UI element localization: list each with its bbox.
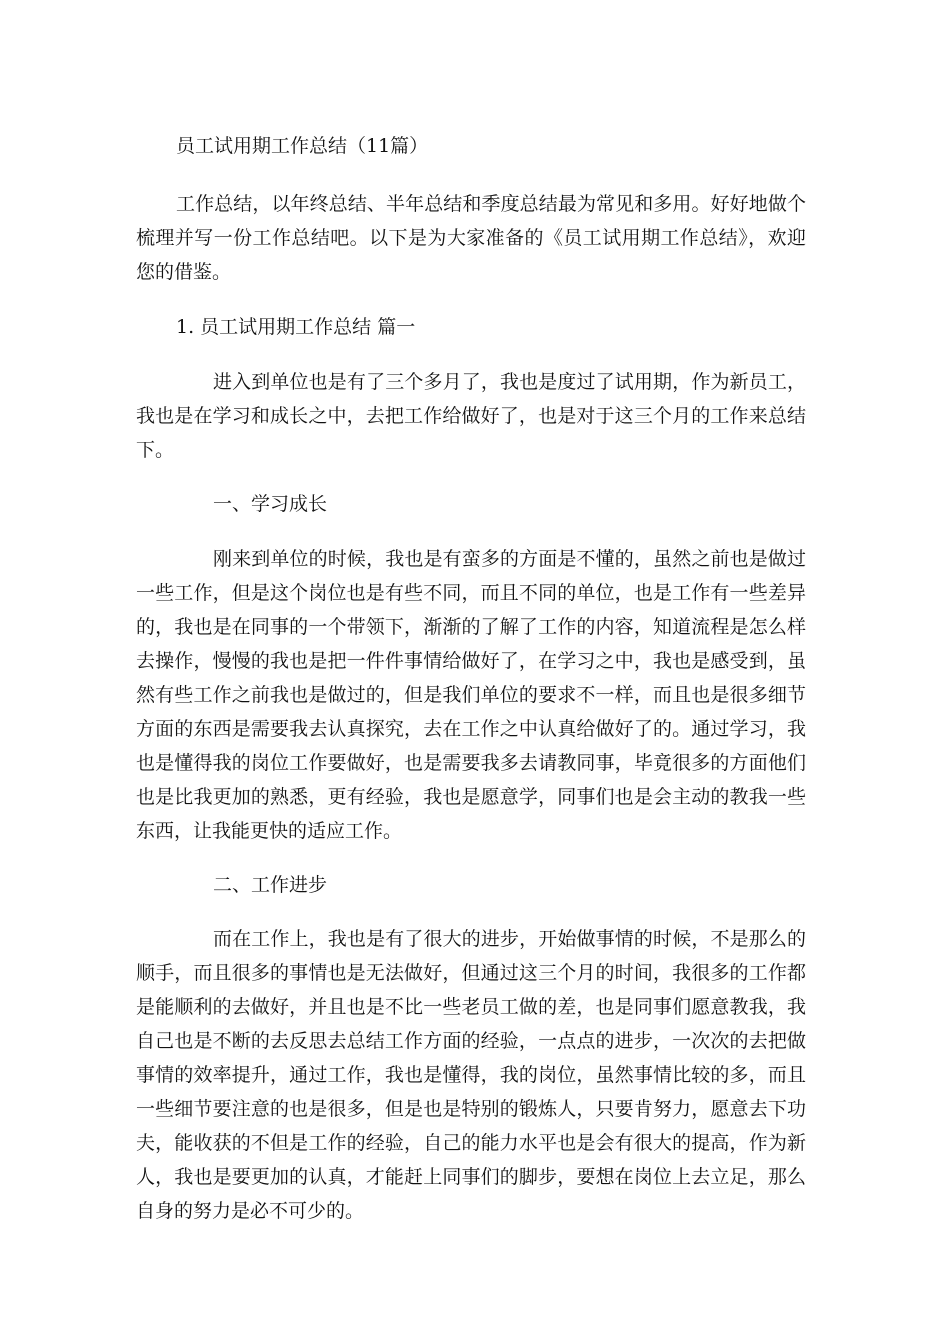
para3-line-7: 夫，能收获的不但是工作的经验，自己的能力水平也是会有很大的提高，作为新 [136,1132,806,1154]
heading-learning: 一、学习成长 [213,493,328,515]
para2-line-6: 方面的东西是需要我去认真探究，去在工作之中认真给做好了的。通过学习，我 [136,718,806,740]
para3-line-8: 人，我也是要更加的认真，才能赶上同事们的脚步，要想在岗位上去立足，那么 [136,1166,806,1188]
para2-line-3: 的，我也是在同事的一个带领下，渐渐的了解了工作的内容，知道流程是怎么样 [136,616,806,638]
para2-line-4: 去操作，慢慢的我也是把一件件事情给做好了，在学习之中，我也是感受到，虽 [136,650,806,672]
para1-line-2: 我也是在学习和成长之中，去把工作给做好了，也是对于这三个月的工作来总结 [136,405,806,427]
intro-line-3: 您的借鉴。 [136,261,232,283]
document-title: 员工试用期工作总结（11篇） [176,135,429,157]
para3-line-4: 自己也是不断的去反思去总结工作方面的经验，一点点的进步，一次次的去把做 [136,1030,806,1052]
para2-line-1: 刚来到单位的时候，我也是有蛮多的方面是不懂的，虽然之前也是做过 [213,548,806,570]
para3-line-2: 顺手，而且很多的事情也是无法做好，但通过这三个月的时间，我很多的工作都 [136,962,806,984]
section-heading: 1. 员工试用期工作总结 篇一 [176,316,416,338]
para3-line-3: 是能顺利的去做好，并且也是不比一些老员工做的差，也是同事们愿意教我，我 [136,996,806,1018]
para2-line-7: 也是懂得我的岗位工作要做好，也是需要我多去请教同事，毕竟很多的方面他们 [136,752,806,774]
intro-line-1: 工作总结，以年终总结、半年总结和季度总结最为常见和多用。好好地做个 [176,193,806,215]
para1-line-1: 进入到单位也是有了三个多月了，我也是度过了试用期，作为新员工， [213,371,806,393]
para3-line-6: 一些细节要注意的也是很多，但是也是特别的锻炼人，只要肯努力，愿意去下功 [136,1098,806,1120]
para2-line-5: 然有些工作之前我也是做过的，但是我们单位的要求不一样，而且也是很多细节 [136,684,806,706]
para2-line-8: 也是比我更加的熟悉，更有经验，我也是愿意学，同事们也是会主动的教我一些 [136,786,806,808]
intro-line-2: 梳理并写一份工作总结吧。以下是为大家准备的《员工试用期工作总结》，欢迎 [136,227,806,249]
para1-line-3: 下。 [136,439,175,461]
para2-line-9: 东西，让我能更快的适应工作。 [136,820,403,842]
heading-progress: 二、工作进步 [213,874,328,896]
para3-line-9: 自身的努力是必不可少的。 [136,1200,365,1222]
para3-line-1: 而在工作上，我也是有了很大的进步，开始做事情的时候，不是那么的 [213,928,806,950]
para2-line-2: 一些工作，但是这个岗位也是有些不同，而且不同的单位，也是工作有一些差异 [136,582,806,604]
para3-line-5: 事情的效率提升，通过工作，我也是懂得，我的岗位，虽然事情比较的多，而且 [136,1064,806,1086]
